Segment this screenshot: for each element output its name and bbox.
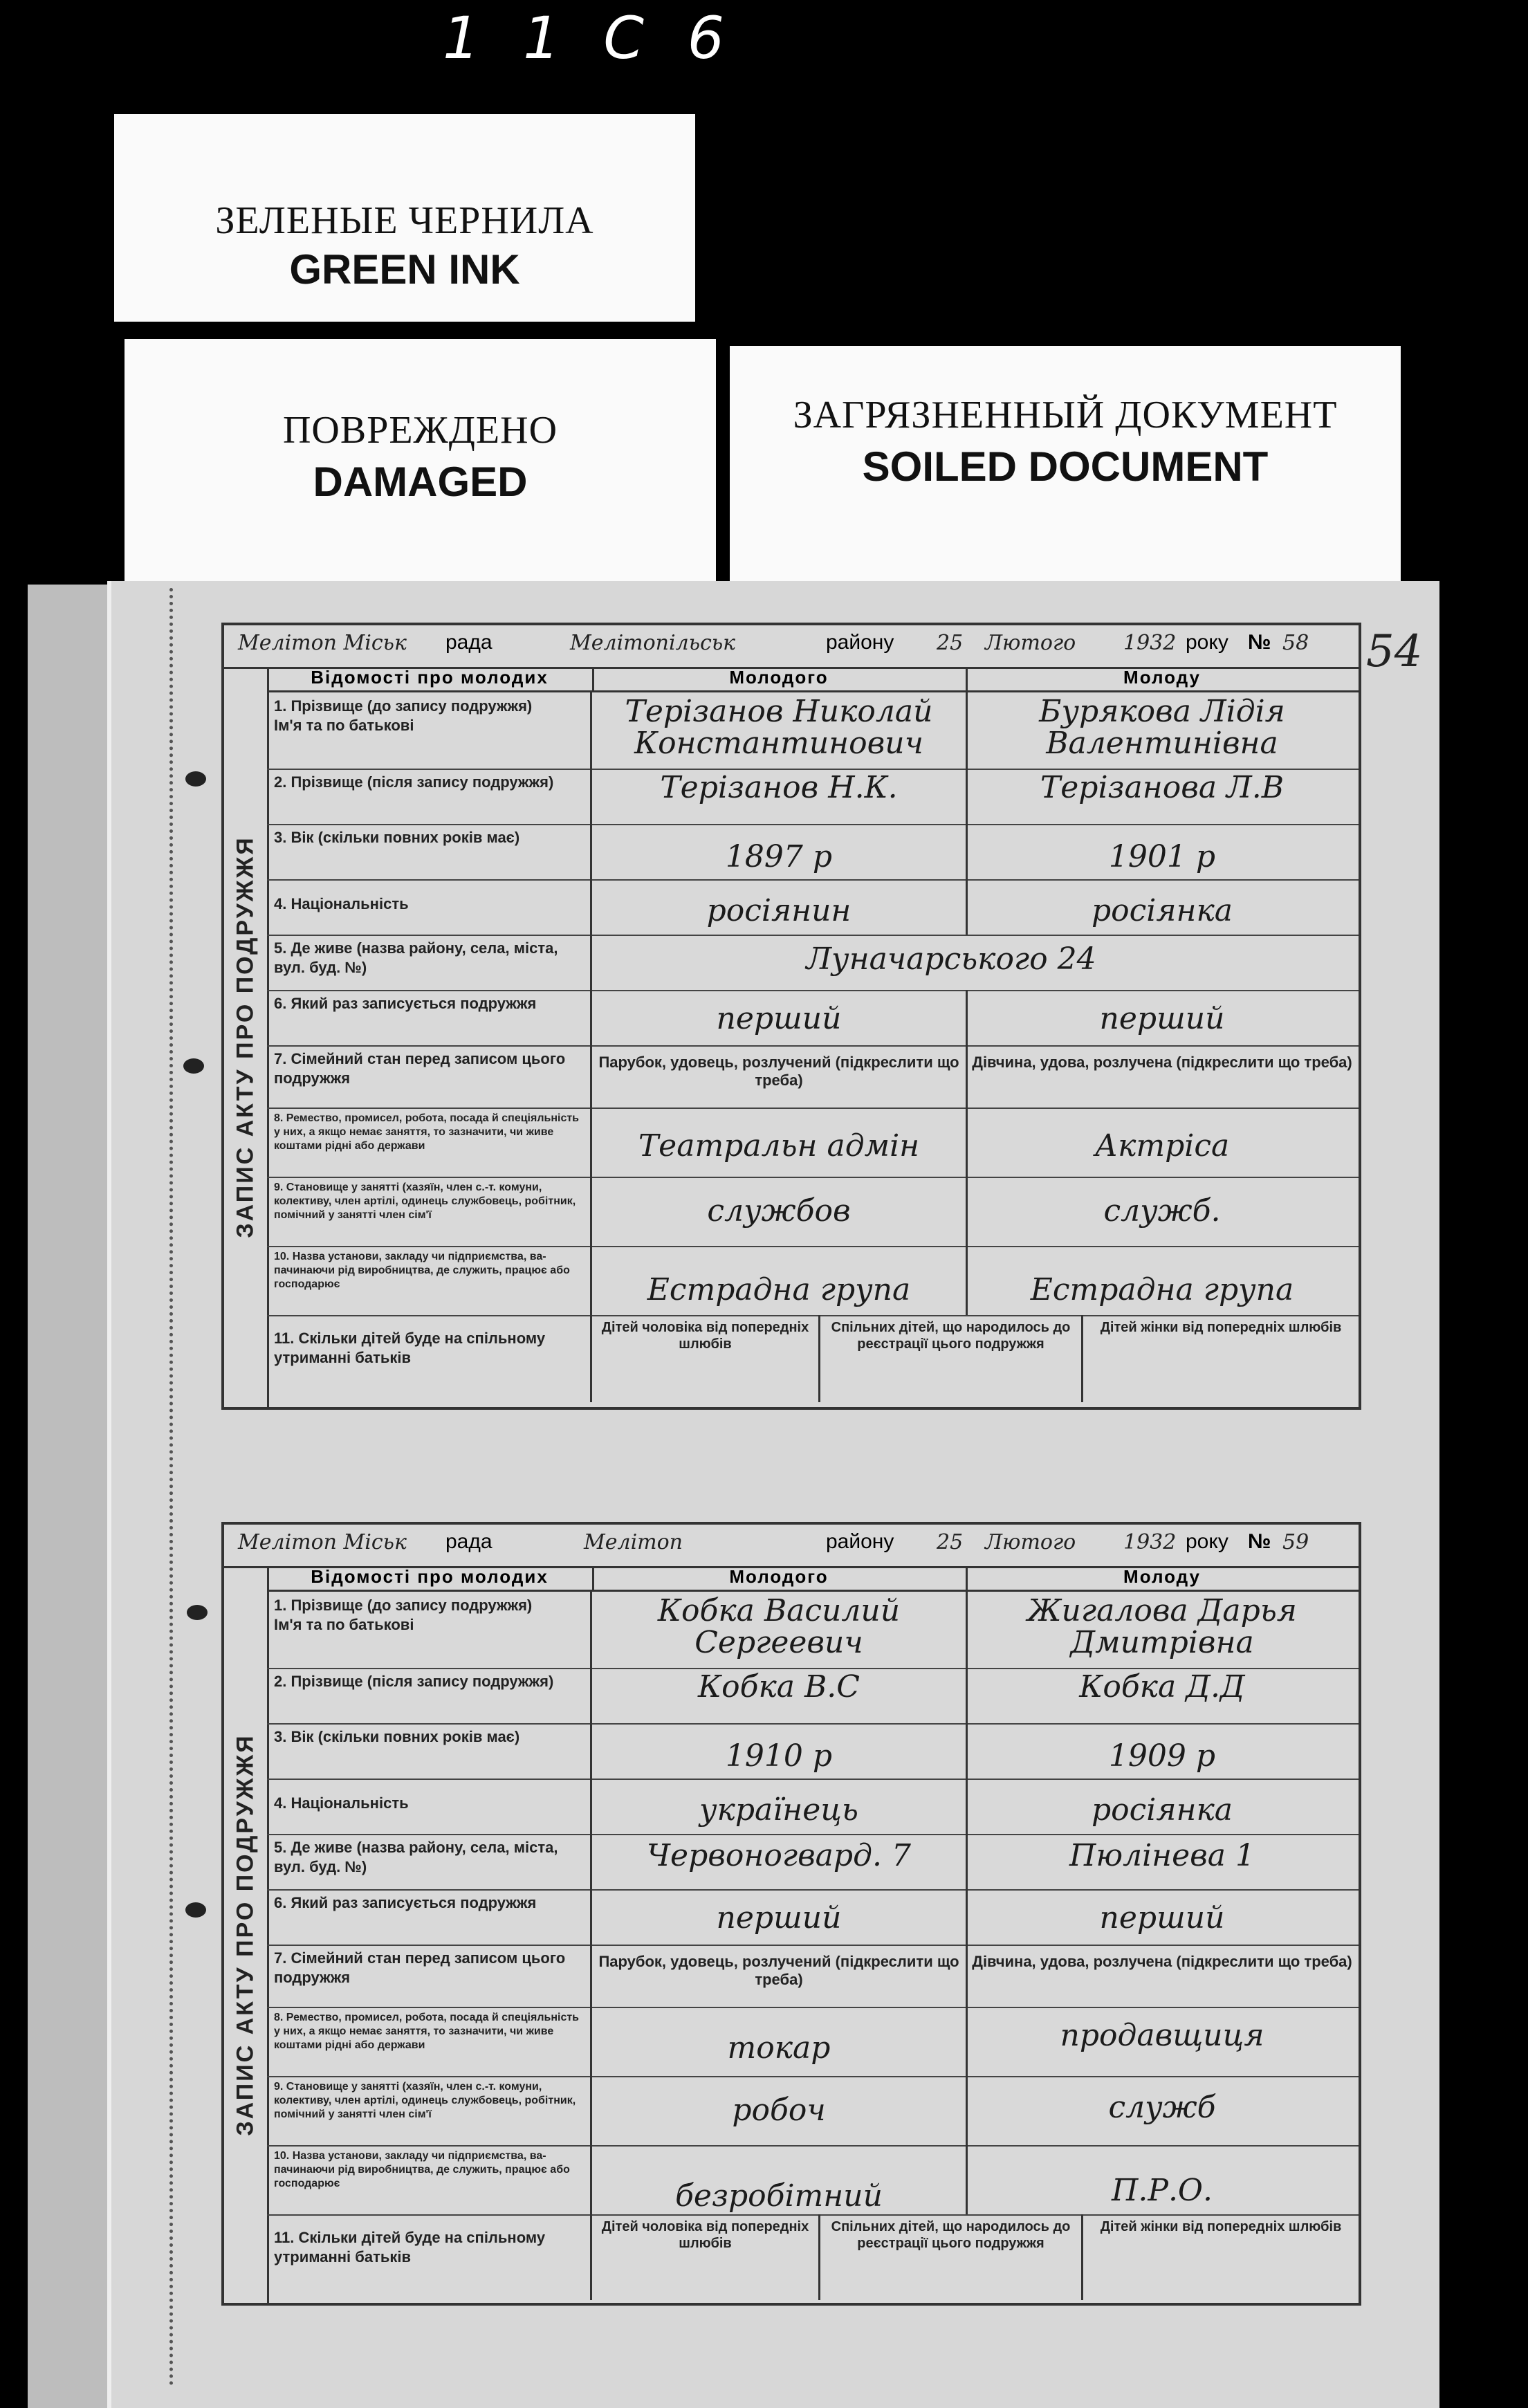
groom-times: перший — [716, 1900, 842, 1936]
col-groom: Молодого — [592, 667, 968, 692]
bride-surname-after: Кобка Д.Д — [1079, 1669, 1245, 1704]
col-bride: Молоду — [966, 1566, 1359, 1592]
bride-occupation: продавщиця — [1060, 2018, 1264, 2053]
col-bride: Молоду — [966, 667, 1359, 692]
bride-nationality: росіянка — [1092, 1792, 1233, 1828]
row-status — [267, 1945, 1359, 2008]
groom-workplace: Естрадна група — [647, 1272, 911, 1307]
groom-name1: Кобка Василий — [657, 1593, 901, 1628]
damaged-en: DAMAGED — [313, 459, 528, 505]
bride-workplace: П.Р.О. — [1111, 2173, 1213, 2208]
groom-status-options: Парубок, удовець, розлучений (підкреслити що треба) — [598, 1054, 959, 1089]
q7-label: 7. Сімейний стан перед записом цього подружжя — [267, 1045, 592, 1108]
roku-label: року — [1186, 1530, 1228, 1553]
bride-nationality: росіянка — [1092, 893, 1233, 928]
groom-nationality: росіянин — [706, 893, 852, 928]
side-title-text: ЗАПИС АКТУ ПРО ПОДРУЖЖЯ — [232, 1733, 259, 2136]
groom-name1: Терізанов Николай — [625, 694, 933, 729]
roku-label: року — [1186, 631, 1228, 654]
rayonu-label: району — [826, 631, 894, 654]
row-surname-after — [267, 769, 1359, 825]
side-title — [224, 1566, 269, 2303]
q9-label: 9. Становище у занятті (хазяїн, член с.-т. комуни, колективу, член артілі, одинець службовець, робітник, помічний у занятті член сім'ї — [267, 2076, 592, 2145]
row-address — [267, 935, 1359, 991]
record-number: 58 — [1282, 631, 1309, 655]
q6-label: 6. Який раз записується подружжя — [267, 990, 592, 1045]
col-vidomosti: Відомості про молодих — [267, 1566, 594, 1592]
kids-groom-label: Дітей чоловіка від попередніх шлюбів — [592, 1315, 820, 1402]
row-occupation — [267, 2007, 1359, 2077]
bride-name1: Бурякова Лідія — [1039, 694, 1285, 729]
soiled-en: SOILED DOCUMENT — [862, 443, 1269, 490]
kids-bride-label: Дітей жінки від попередніх шлюбів — [1100, 1320, 1342, 1335]
row-status — [267, 1045, 1359, 1109]
bride-times: перший — [1099, 1900, 1225, 1936]
marriage-record-59 — [221, 1522, 1361, 2306]
archive-code: 1 1 C 6 — [443, 4, 737, 72]
council-name: Мелітоп Міськ — [238, 631, 407, 655]
row-age — [267, 824, 1359, 881]
q1b-label: Ім'я та по батькові — [274, 1616, 414, 1633]
row-position — [267, 1177, 1359, 1247]
rada-label: рада — [445, 631, 493, 654]
bride-name2: Валентинівна — [1046, 726, 1278, 761]
kids-groom-label: Дітей чоловіка від попередніх шлюбів — [592, 2214, 820, 2300]
soiled-ru: ЗАГРЯЗНЕННЫЙ ДОКУМЕНТ — [793, 394, 1338, 436]
q5-label: 5. Де живе (назва району, села, міста, вул. буд. №) — [267, 935, 592, 990]
q8-label: 8. Ремество, промисел, робота, посада й спеціяльність у них, а якщо немає заняття, то зазначити, чи живе коштами рідні або держави — [267, 2007, 592, 2076]
damaged-label — [125, 339, 716, 581]
q2-label: 2. Прізвище (після запису подружжя) — [267, 769, 592, 824]
q1-label: 1. Прізвище (до запису подружжя) — [274, 1597, 533, 1614]
row-times — [267, 1889, 1359, 1946]
q6-label: 6. Який раз записується подружжя — [267, 1889, 592, 1945]
q11-label: 11. Скільки дітей буде на спільному утриманні батьків — [267, 2214, 592, 2300]
col-groom: Молодого — [592, 1566, 968, 1592]
q11-label: 11. Скільки дітей буде на спільному утриманні батьків — [267, 1315, 592, 1402]
groom-position: службов — [707, 1193, 851, 1229]
stitching — [169, 588, 183, 2387]
groom-name2: Константинович — [634, 726, 923, 761]
year: 1932 — [1123, 631, 1177, 655]
q7-label: 7. Сімейний стан перед записом цього подружжя — [267, 1945, 592, 2007]
groom-name2: Сергеевич — [694, 1625, 863, 1660]
groom-occupation: Театральн адмін — [638, 1128, 920, 1164]
shared-address: Луначарського 24 — [806, 941, 1096, 977]
row-workplace — [267, 1246, 1359, 1316]
groom-occupation: токар — [727, 2030, 831, 2066]
row-times — [267, 990, 1359, 1047]
bride-age: 1901 р — [1108, 839, 1216, 874]
bride-position: служб. — [1103, 1193, 1221, 1229]
green-ink-en: GREEN INK — [289, 246, 520, 293]
binding-hole — [183, 1058, 204, 1074]
bride-name1: Жигалова Дарья — [1027, 1593, 1297, 1628]
record-header — [224, 625, 1359, 669]
rayonu-label: району — [826, 1530, 894, 1553]
side-title-text: ЗАПИС АКТУ ПРО ПОДРУЖЖЯ — [232, 836, 259, 1238]
bride-position: служб — [1108, 2090, 1216, 2125]
bride-address: Пюлінева 1 — [1069, 1838, 1255, 1873]
q4-label: 4. Національність — [267, 1779, 592, 1834]
row-workplace — [267, 2145, 1359, 2216]
date-day: 25 — [937, 1530, 964, 1554]
district-name: Мелітопільськ — [570, 631, 736, 655]
bride-name2: Дмитрівна — [1070, 1625, 1254, 1660]
groom-surname-after: Кобка В.С — [698, 1669, 860, 1704]
number-sign: № — [1248, 631, 1271, 654]
number-sign: № — [1248, 1530, 1271, 1553]
groom-workplace: безробітний — [675, 2178, 883, 2214]
rada-label: рада — [445, 1530, 493, 1553]
q4-label: 4. Національність — [267, 879, 592, 935]
council-name: Мелітоп Міськ — [238, 1530, 407, 1554]
bride-times: перший — [1099, 1001, 1225, 1036]
green-ink-ru: ЗЕЛЕНЫЕ ЧЕРНИЛА — [215, 199, 594, 242]
groom-age: 1910 р — [725, 1738, 833, 1774]
q5-label: 5. Де живе (назва району, села, міста, вул. буд. №) — [267, 1834, 592, 1889]
page-edge — [28, 585, 111, 2408]
year: 1932 — [1123, 1530, 1177, 1554]
damaged-ru: ПОВРЕЖДЕНО — [282, 409, 558, 452]
groom-address: Червоногвард. 7 — [647, 1838, 911, 1873]
groom-position: робоч — [732, 2093, 826, 2128]
row-children — [267, 1315, 1359, 1402]
row-age — [267, 1723, 1359, 1780]
soiled-label — [730, 346, 1401, 581]
bride-status-options: Дівчина, удова, розлучена (підкреслити що треба) — [972, 1953, 1352, 1970]
bride-age: 1909 р — [1108, 1738, 1216, 1774]
groom-times: перший — [716, 1001, 842, 1036]
binding-hole — [185, 1902, 206, 1918]
q3-label: 3. Вік (скільки повних років має) — [267, 824, 592, 879]
bride-status-options: Дівчина, удова, розлучена (підкреслити що треба) — [972, 1054, 1352, 1071]
row-surname-before — [267, 692, 1359, 770]
row-surname-before — [267, 1592, 1359, 1669]
kids-common-label: Спільних дітей, що народилось до реєстрації цього подружжя — [820, 1315, 1083, 1402]
row-address — [267, 1834, 1359, 1891]
green-ink-label — [114, 114, 695, 322]
q2-label: 2. Прізвище (після запису подружжя) — [267, 1668, 592, 1723]
col-vidomosti: Відомості про молодих — [267, 667, 594, 692]
date-month: Лютого — [985, 631, 1076, 655]
date-day: 25 — [937, 631, 964, 655]
row-nationality — [267, 1779, 1359, 1835]
side-title — [224, 667, 269, 1407]
groom-surname-after: Терізанов Н.К. — [660, 770, 898, 805]
bride-occupation: Актріса — [1094, 1128, 1230, 1164]
q9-label: 9. Становище у занятті (хазяїн, член с.-т. комуни, колективу, член артілі, одинець службовець, робітник, помічний у занятті член сім'ї — [267, 1177, 592, 1246]
page-number: 54 — [1366, 626, 1423, 677]
date-month: Лютого — [985, 1530, 1076, 1554]
record-header — [224, 1525, 1359, 1568]
q10-label: 10. Назва установи, закладу чи підприємства, ва-пачинаючи рід виробництва, де служить, працює або господарює — [267, 1246, 592, 1315]
groom-age: 1897 р — [725, 839, 833, 874]
kids-bride-label: Дітей жінки від попередніх шлюбів — [1100, 2219, 1342, 2234]
marriage-record-58 — [221, 623, 1361, 1410]
groom-status-options: Парубок, удовець, розлучений (підкреслити що треба) — [598, 1953, 959, 1988]
row-nationality — [267, 879, 1359, 936]
q8-label: 8. Ремество, промисел, робота, посада й спеціяльність у них, а якщо немає заняття, то зазначити, чи живе коштами рідні або держави — [267, 1108, 592, 1177]
row-position — [267, 2076, 1359, 2147]
q10-label: 10. Назва установи, закладу чи підприємства, ва-пачинаючи рід виробництва, де служить, працює або господарює — [267, 2145, 592, 2214]
binding-hole — [187, 1605, 208, 1620]
groom-nationality: українець — [699, 1792, 858, 1828]
binding-hole — [185, 771, 206, 787]
kids-common-label: Спільних дітей, що народилось до реєстрації цього подружжя — [820, 2214, 1083, 2300]
bride-surname-after: Терізанова Л.В — [1040, 770, 1285, 805]
row-occupation — [267, 1108, 1359, 1178]
q3-label: 3. Вік (скільки повних років має) — [267, 1723, 592, 1779]
q1b-label: Ім'я та по батькові — [274, 717, 414, 734]
row-surname-after — [267, 1668, 1359, 1725]
district-name: Мелітоп — [584, 1530, 683, 1554]
record-number: 59 — [1282, 1530, 1309, 1554]
bride-workplace: Естрадна група — [1030, 1272, 1294, 1307]
q1-label: 1. Прізвище (до запису подружжя) — [274, 697, 533, 715]
row-children — [267, 2214, 1359, 2300]
